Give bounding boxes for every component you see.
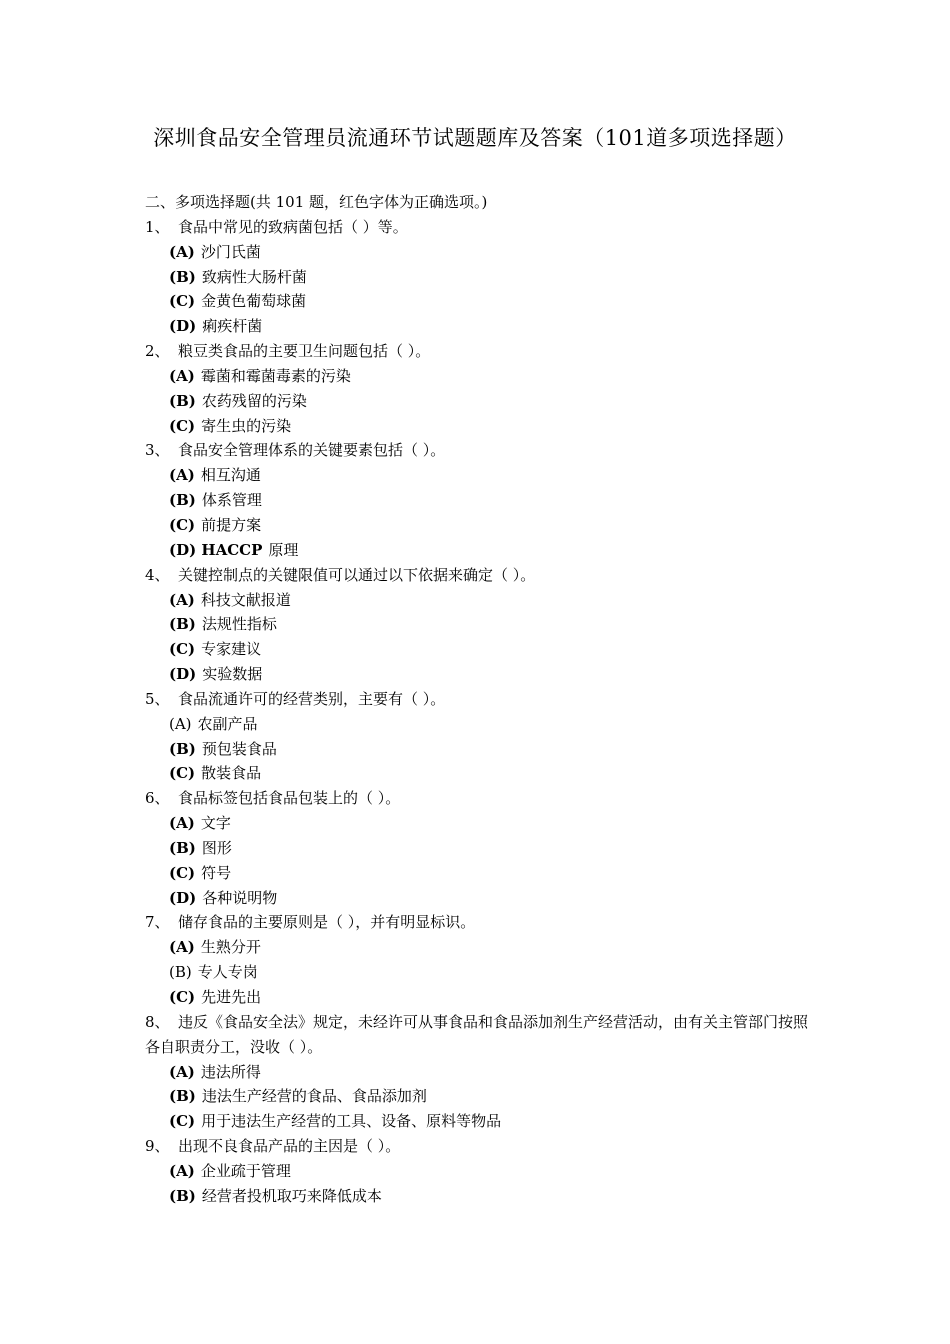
option-text: 前提方案 [201, 515, 262, 534]
questions-container [145, 215, 810, 1209]
answer-option [145, 240, 810, 265]
option-letter: (A) [169, 1161, 195, 1180]
option-letter: (A) [169, 590, 195, 609]
option-text: 寄生虫的污染 [201, 416, 292, 435]
question-stem: 出现不良食品产品的主因是（ ）。 [178, 1137, 401, 1156]
option-text: 霉菌和霉菌毒素的污染 [200, 366, 351, 385]
option-text: 企业疏于管理 [200, 1161, 291, 1180]
question-stem: 粮豆类食品的主要卫生问题包括（ ）。 [178, 342, 431, 361]
answer-option [145, 488, 810, 513]
answer-option [145, 1159, 810, 1184]
answer-option [145, 389, 810, 414]
question-text [145, 786, 810, 811]
option-text: 科技文献报道 [200, 590, 291, 609]
option-text: 致病性大肠杆菌 [201, 267, 307, 286]
answer-option [145, 935, 810, 960]
answer-option [145, 712, 810, 737]
option-letter: (B) [169, 1186, 196, 1205]
question-stem: 食品流通许可的经营类别，主要有（ ）。 [178, 689, 446, 708]
option-text: 农副产品 [197, 714, 258, 733]
option-text: 文字 [200, 814, 231, 833]
question-number: 6、 [145, 789, 170, 808]
option-text: 违法生产经营的食品、食品添加剂 [201, 1087, 427, 1106]
option-text: 金黄色葡萄球菌 [201, 292, 307, 311]
option-letter: (A) [169, 714, 192, 733]
question-number: 2、 [145, 342, 170, 361]
option-letter: (B) [169, 615, 196, 634]
option-text: 散装食品 [201, 764, 262, 783]
option-letter: (C) [169, 640, 196, 659]
option-letter: (B) [169, 267, 196, 286]
answer-option [145, 637, 810, 662]
question-stem: 储存食品的主要原则是（ ），并有明显标识。 [178, 913, 476, 932]
option-letter: (A) [169, 1062, 195, 1081]
question-stem: 食品标签包括食品包装上的（ ）。 [178, 789, 401, 808]
option-text: 各种说明物 [202, 888, 278, 907]
answer-option [145, 463, 810, 488]
question-stem: 食品安全管理体系的关键要素包括（ ）。 [178, 441, 446, 460]
answer-option [145, 836, 810, 861]
question-number: 1、 [145, 217, 170, 236]
option-letter: (C) [169, 764, 196, 783]
option-letter: (B) [169, 963, 192, 982]
option-letter: (A) [169, 938, 195, 957]
option-text: 专人专岗 [197, 963, 258, 982]
question-text [145, 215, 810, 240]
answer-option [145, 761, 810, 786]
option-text: 农药残留的污染 [201, 391, 307, 410]
answer-option [145, 414, 810, 439]
question-stem: 违反《食品安全法》规定，未经许可从事食品和食品添加剂生产经营活动，由有关主管部门按照各自职责分工，没收（ ）。 [145, 1012, 809, 1056]
answer-option [145, 289, 810, 314]
page-title: 深圳食品安全管理员流通环节试题题库及答案（101道多项选择题） [153, 126, 797, 150]
option-text: 痢疾杆菌 [202, 317, 263, 336]
question-text [145, 1010, 810, 1060]
answer-option [145, 1084, 810, 1109]
option-text: 相互沟通 [200, 466, 261, 485]
option-text: 先进先出 [201, 988, 262, 1006]
question-text [145, 438, 810, 463]
option-text: 预包装食品 [201, 739, 277, 758]
option-text: 违法所得 [200, 1062, 261, 1081]
option-letter: (C) [169, 863, 196, 882]
answer-option [145, 662, 810, 687]
answer-option [145, 861, 810, 886]
option-text: 符号 [201, 863, 232, 882]
option-text: 实验数据 [202, 665, 263, 684]
question-text [145, 563, 810, 588]
answer-option [145, 265, 810, 290]
answer-option [145, 612, 810, 637]
question-text [145, 687, 810, 712]
question-number: 9、 [145, 1137, 170, 1156]
answer-option [145, 1184, 810, 1209]
option-letter: (C) [169, 988, 196, 1006]
option-letter: (D) [169, 665, 197, 684]
question-number: 7、 [145, 913, 170, 932]
question-number: 8、 [145, 1012, 170, 1031]
option-letter: (B) [169, 838, 196, 857]
answer-option [145, 364, 810, 389]
question-number: 3、 [145, 441, 170, 460]
section-heading: 二、多项选择题(共 101 题，红色字体为正确选项。) [145, 193, 488, 211]
option-letter: (A) [169, 466, 195, 485]
option-text: 原理 [268, 540, 299, 559]
option-text: 生熟分开 [200, 938, 261, 957]
option-letter: (A) [169, 814, 195, 833]
question-list [145, 190, 810, 1209]
option-text: 法规性指标 [201, 615, 277, 634]
question-text [145, 339, 810, 364]
option-letter: (B) [169, 1087, 196, 1106]
option-letter: (C) [169, 515, 196, 534]
question-stem: 食品中常见的致病菌包括（ ）等。 [178, 217, 408, 236]
option-letter: (B) [169, 391, 196, 410]
question-stem: 关键控制点的关键限值可以通过以下依据来确定（ ）。 [178, 565, 536, 584]
option-letter: (C) [169, 416, 196, 435]
option-text: 沙门氏菌 [200, 242, 261, 261]
question-number: 5、 [145, 689, 170, 708]
option-letter: (B) [169, 739, 196, 758]
option-letter: (D) HACCP [169, 540, 263, 559]
option-text: 专家建议 [201, 640, 262, 659]
option-letter: (B) [169, 491, 196, 510]
answer-option [145, 886, 810, 911]
option-text: 图形 [201, 838, 232, 857]
answer-option [145, 811, 810, 836]
question-text [145, 910, 810, 935]
answer-option [145, 960, 810, 985]
option-text: 经营者投机取巧来降低成本 [201, 1186, 382, 1205]
answer-option [145, 314, 810, 339]
question-number: 4、 [145, 565, 170, 584]
question-text [145, 1134, 810, 1159]
answer-option [145, 538, 810, 563]
option-letter: (D) [169, 888, 197, 907]
answer-option [145, 1060, 810, 1085]
answer-option [145, 737, 810, 762]
option-text: 体系管理 [201, 491, 262, 510]
option-text: 用于违法生产经营的工具、设备、原料等物品 [201, 1112, 502, 1131]
option-letter: (C) [169, 292, 196, 311]
option-letter: (C) [169, 1112, 196, 1131]
answer-option [145, 588, 810, 613]
answer-option [145, 985, 810, 1010]
option-letter: (A) [169, 366, 195, 385]
answer-option [145, 513, 810, 538]
option-letter: (A) [169, 242, 195, 261]
option-letter: (D) [169, 317, 197, 336]
answer-option [145, 1109, 810, 1134]
